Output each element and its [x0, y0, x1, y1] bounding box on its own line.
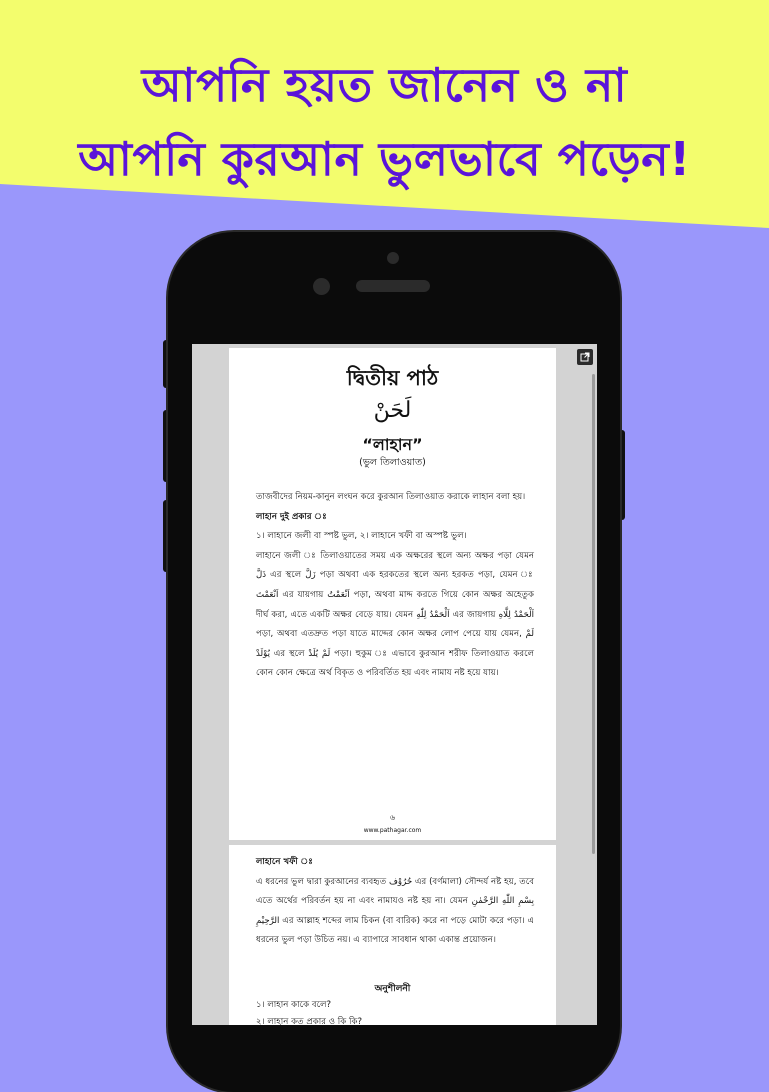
- page-subtitle-note: (ভুল তিলাওয়াত): [359, 457, 426, 468]
- exercise-item: ২। লাহান কত প্রকার ও কি কি?: [256, 1017, 363, 1025]
- pdf-page-7: [229, 845, 556, 1025]
- lesson-body-continued: [256, 853, 534, 951]
- page-subtitle: “লাহান”: [362, 435, 423, 454]
- open-external-icon[interactable]: [577, 349, 593, 365]
- pdf-viewer-screen[interactable]: [192, 344, 597, 1025]
- paragraph-lahan-khafi: এ ধরনের ভুল দ্বারা কুরআনের ব্যবহৃত حُرُوْف এর (বর্ণমালা) সৌন্দর্য নষ্ট হয়, তবে এতে অর্থের পরিবর্তন হয় না এবং নামাযও নষ্ট হয় না। যেমন بِسْمِ اللّٰهِ الرَّحْمٰنِ الرَّحِيْمِ এর আল্লাহ শব্দের লাম চিকন (বা বারিক) করে না পড়ে মোটা করে পড়া। এ ধরনের ভুল পড়া উচিত নয়। এ ব্যাপারে সাবধান থাকা একান্ত প্রয়োজন।: [256, 876, 534, 946]
- paragraph-definition: তাজবীদের নিয়ম-কানুন লংঘন করে কুরআন তিলাওয়াত করাকে লাহান বলা হয়।: [256, 492, 526, 502]
- exercise-item: ১। লাহান কাকে বলে?: [256, 1000, 332, 1010]
- page-title: দ্বিতীয় পাঠ: [346, 365, 439, 390]
- exercise-title: অনুশীলনী: [374, 984, 411, 994]
- paragraph-types-heading: লাহান দুই প্রকার ঃ: [256, 511, 327, 522]
- pdf-page-6: [229, 348, 556, 840]
- pdf-scrollbar[interactable]: [592, 374, 595, 854]
- phone-speaker-grille: [356, 280, 430, 292]
- arabic-title: لَحَنْ: [373, 398, 412, 423]
- page-number: ৬: [389, 813, 396, 822]
- headline-line-1: আপনি হয়ত জানেন ও না: [141, 58, 628, 112]
- exercise-list: [256, 997, 534, 1025]
- paragraph-lahan-jali: লাহানে জলী ঃ তিলাওয়াতের সময় এক অক্ষরের স্থলে অন্য অক্ষর পড়া যেমন ذَلَّ এর স্থলে زَلَّ পড়া অথবা এক হরকতের স্থলে অন্য হরকত পড়া, যেমন ঃ اَنْعَمْتَ এর যায়গায় اَنْعَمْتُ পড়া, অথবা মাদ্দ করতে গিয়ে কোন অক্ষর অহেতুক দীর্ঘ করা, এতে একটি অক্ষর বেড়ে যায়। যেমন اَلْحَمْدُ لِلّٰهِ এর জায়গায় اَلْحَمْدُ لِلَّاهِ পড়া, অথবা এতদ্রুত পড়া যাতে মাদ্দের কোন অক্ষর লোপ পেয়ে যায় যেমন, لَمْ يُوْلَدْ এর স্থলে لَمْ يُلَدْ পড়া। হুকুম ঃ এভাবে কুরআন শরীফ তিলাওয়াত করলে কোন কোন ক্ষেত্রে অর্থ বিকৃত ও পরিবর্তিত হয় এবং নামায নষ্ট হয়ে যায়।: [256, 550, 535, 679]
- headline-line-2: আপনি কুরআন ভুলভাবে পড়েন!: [78, 132, 691, 186]
- lesson-body: [256, 488, 534, 684]
- yellow-banner-background: [0, 0, 769, 260]
- paragraph-types-list: ১। লাহানে জলী বা স্পষ্ট ভুল, ২। লাহানে খফী বা অস্পষ্ট ভুল।: [256, 531, 467, 542]
- phone-front-camera: [313, 278, 330, 295]
- lahan-khafi-heading: লাহানে খফী ঃ: [256, 857, 313, 867]
- page-footer-url: www.pathagar.com: [363, 827, 422, 834]
- phone-sensor-dot: [387, 252, 399, 264]
